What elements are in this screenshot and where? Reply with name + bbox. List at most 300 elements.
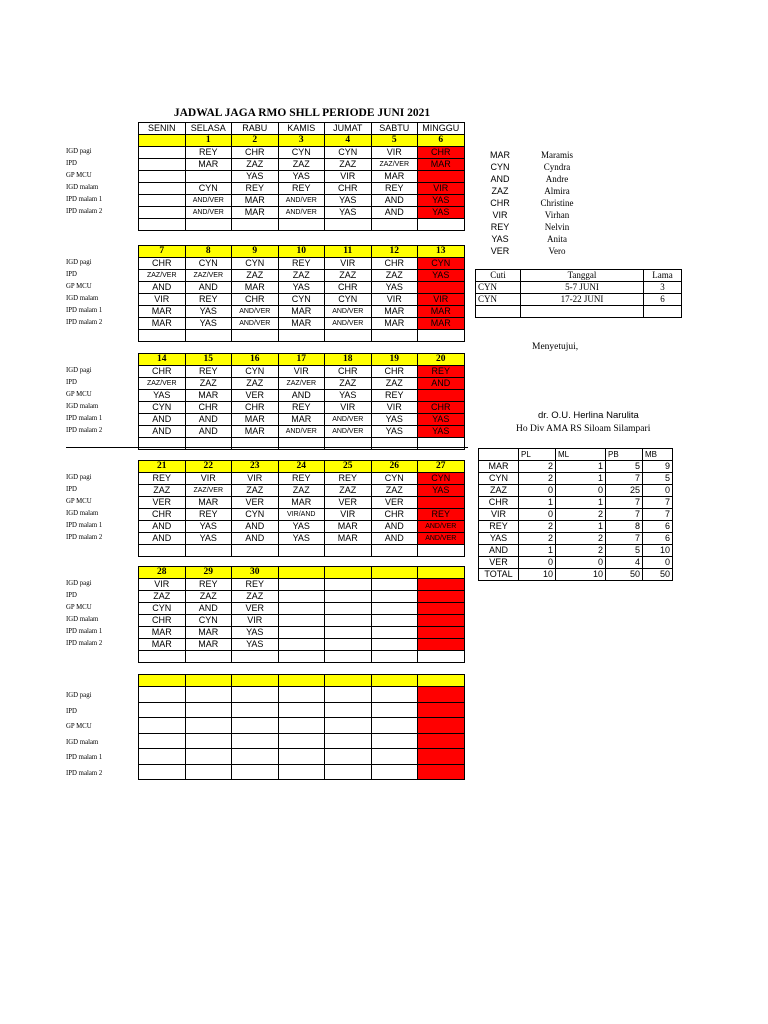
shift-row <box>139 579 465 591</box>
shift-cell: YAS <box>325 390 372 402</box>
stats-value: 0 <box>519 485 556 497</box>
shift-cell: AND <box>185 426 232 438</box>
week-table <box>138 122 465 231</box>
shift-label: IGD malam <box>66 738 99 746</box>
shift-cell: AND <box>418 378 465 390</box>
shift-row <box>139 159 465 171</box>
shift-cell: REY <box>232 183 279 195</box>
blank-cell <box>278 545 325 557</box>
shift-label: IPD malam 2 <box>66 208 103 215</box>
legend-name: Cyndra <box>543 162 571 172</box>
shift-label: IGD pagi <box>66 580 92 587</box>
shift-cell: CHR <box>371 258 418 270</box>
shift-cell <box>371 733 418 749</box>
shift-label: IGD pagi <box>66 367 92 374</box>
shift-cell: VIR <box>232 473 279 485</box>
leave-table <box>475 269 682 318</box>
shift-cell: CHR <box>325 282 372 294</box>
shift-label: IPD <box>66 379 77 386</box>
shift-cell: REY <box>418 366 465 378</box>
shift-cell: AND <box>371 207 418 219</box>
shift-cell: VIR <box>371 402 418 414</box>
day-header: MINGGU <box>418 123 465 135</box>
shift-row <box>139 426 465 438</box>
shift-cell: VIR <box>232 615 279 627</box>
shift-cell: YAS <box>418 207 465 219</box>
shift-cell: ZAZ <box>325 270 372 282</box>
shift-cell: CYN <box>185 183 232 195</box>
shift-cell: AND <box>139 521 186 533</box>
shift-cell <box>325 579 372 591</box>
shift-row <box>139 509 465 521</box>
shift-cell <box>232 733 279 749</box>
shift-label: IPD malam 2 <box>66 534 103 541</box>
shift-cell <box>418 591 465 603</box>
shift-cell: AND/VER <box>325 318 372 330</box>
shift-cell: MAR <box>278 497 325 509</box>
legend-item <box>478 185 592 197</box>
blank-cell <box>418 651 465 663</box>
leave-header: Lama <box>644 270 682 282</box>
shift-cell: YAS <box>418 195 465 207</box>
stats-staff-code: VIR <box>479 509 519 521</box>
shift-cell <box>278 687 325 703</box>
date-row <box>139 461 465 473</box>
shift-cell: CHR <box>325 366 372 378</box>
shift-cell: ZAZ <box>278 485 325 497</box>
shift-cell <box>232 749 279 765</box>
shift-cell: ZAZ/VER <box>371 159 418 171</box>
shift-cell <box>371 627 418 639</box>
shift-stats-table <box>478 448 673 581</box>
shift-cell <box>325 702 372 718</box>
legend-item <box>478 197 592 209</box>
shift-label: IPD malam 2 <box>66 769 103 777</box>
shift-row <box>139 306 465 318</box>
shift-cell <box>418 603 465 615</box>
shift-cell: YAS <box>278 282 325 294</box>
date-cell <box>325 675 372 687</box>
shift-row <box>139 718 465 734</box>
shift-label: GP MCU <box>66 283 92 290</box>
stats-staff-code: REY <box>479 521 519 533</box>
shift-cell <box>325 718 372 734</box>
date-cell: 4 <box>325 135 372 147</box>
shift-cell: YAS <box>278 521 325 533</box>
shift-cell <box>278 603 325 615</box>
shift-row <box>139 627 465 639</box>
shift-cell: YAS <box>418 485 465 497</box>
week-table <box>138 245 465 342</box>
stats-value: 2 <box>519 533 556 545</box>
shift-cell: MAR <box>278 414 325 426</box>
shift-cell: MAR <box>371 171 418 183</box>
shift-cell: AND <box>185 414 232 426</box>
stats-header-row <box>479 449 673 461</box>
approval-label: Menyetujui, <box>532 342 579 352</box>
shift-cell: AND/VER <box>418 521 465 533</box>
shift-cell <box>418 615 465 627</box>
leave-header-row <box>476 270 682 282</box>
shift-label: GP MCU <box>66 391 92 398</box>
leave-row <box>476 294 682 306</box>
shift-cell <box>325 603 372 615</box>
blank-cell <box>185 219 232 231</box>
shift-cell <box>325 639 372 651</box>
shift-cell: ZAZ <box>371 485 418 497</box>
stats-staff-code: TOTAL <box>479 569 519 581</box>
shift-cell <box>185 171 232 183</box>
shift-cell: MAR <box>278 306 325 318</box>
stats-value: 8 <box>606 521 643 533</box>
shift-cell: MAR <box>418 318 465 330</box>
shift-cell: VER <box>232 390 279 402</box>
blank-cell <box>325 219 372 231</box>
approver-position: Ho Div AMA RS Siloam Silampari <box>516 424 651 434</box>
shift-cell: YAS <box>371 282 418 294</box>
stats-staff-code: AND <box>479 545 519 557</box>
shift-label: IGD pagi <box>66 474 92 481</box>
date-row <box>139 675 465 687</box>
shift-cell: CYN <box>325 147 372 159</box>
shift-cell <box>325 615 372 627</box>
shift-row <box>139 282 465 294</box>
shift-cell <box>325 627 372 639</box>
shift-cell: CHR <box>139 366 186 378</box>
legend-item <box>478 149 592 161</box>
stats-value: 10 <box>556 569 606 581</box>
legend-item <box>478 209 592 221</box>
shift-cell <box>139 147 186 159</box>
shift-labels <box>66 365 138 437</box>
date-row <box>139 354 465 366</box>
date-cell: 3 <box>278 135 325 147</box>
shift-cell <box>418 687 465 703</box>
shift-cell: REY <box>139 473 186 485</box>
date-cell: 7 <box>139 246 186 258</box>
shift-cell <box>325 687 372 703</box>
shift-cell: ZAZ <box>325 378 372 390</box>
shift-cell: CHR <box>232 402 279 414</box>
week-table <box>138 566 465 663</box>
shift-cell: REY <box>185 579 232 591</box>
date-cell: 8 <box>185 246 232 258</box>
shift-cell: AND/VER <box>232 318 279 330</box>
shift-row <box>139 294 465 306</box>
blank-cell <box>139 651 186 663</box>
shift-label: IPD malam 1 <box>66 628 103 635</box>
shift-cell: YAS <box>325 207 372 219</box>
day-header: KAMIS <box>278 123 325 135</box>
date-cell: 21 <box>139 461 186 473</box>
shift-cell: YAS <box>371 426 418 438</box>
shift-cell: YAS <box>185 533 232 545</box>
legend-item <box>478 161 592 173</box>
shift-cell: YAS <box>185 318 232 330</box>
stats-value: 2 <box>519 461 556 473</box>
shift-cell <box>371 718 418 734</box>
shift-cell <box>232 718 279 734</box>
shift-cell: AND/VER <box>232 306 279 318</box>
stats-header <box>479 449 519 461</box>
shift-cell: REY <box>185 509 232 521</box>
stats-header: PL <box>519 449 556 461</box>
shift-cell: VIR <box>185 473 232 485</box>
date-cell: 13 <box>418 246 465 258</box>
shift-cell <box>278 639 325 651</box>
date-cell: 10 <box>278 246 325 258</box>
shift-cell: MAR <box>185 159 232 171</box>
shift-row <box>139 171 465 183</box>
shift-row <box>139 473 465 485</box>
shift-cell <box>185 733 232 749</box>
shift-cell <box>371 591 418 603</box>
date-row <box>139 246 465 258</box>
shift-label: IGD malam <box>66 403 99 410</box>
shift-label: IGD pagi <box>66 148 92 155</box>
shift-cell: AND <box>232 533 279 545</box>
stats-value: 5 <box>643 473 673 485</box>
legend-name: Vero <box>548 246 566 256</box>
date-cell: 12 <box>371 246 418 258</box>
legend-code: YAS <box>491 234 509 244</box>
shift-cell <box>185 702 232 718</box>
shift-cell <box>278 615 325 627</box>
shift-cell: REY <box>418 509 465 521</box>
shift-row <box>139 591 465 603</box>
stats-staff-code: YAS <box>479 533 519 545</box>
stats-value: 7 <box>606 497 643 509</box>
shift-cell: CYN <box>418 473 465 485</box>
shift-cell: YAS <box>232 639 279 651</box>
date-cell: 16 <box>232 354 279 366</box>
shift-label: IGD malam <box>66 184 99 191</box>
stats-header: MB <box>643 449 673 461</box>
stats-value: 9 <box>643 461 673 473</box>
blank-cell <box>371 651 418 663</box>
shift-label: IPD malam 2 <box>66 427 103 434</box>
shift-cell <box>139 171 186 183</box>
shift-cell: MAR <box>325 533 372 545</box>
staff-legend <box>478 149 592 257</box>
shift-cell <box>232 687 279 703</box>
shift-cell: REY <box>278 183 325 195</box>
shift-label: IPD malam 1 <box>66 196 103 203</box>
shift-cell: ZAZ <box>278 159 325 171</box>
week-table <box>138 353 465 450</box>
shift-cell: VIR <box>139 579 186 591</box>
date-cell: 25 <box>325 461 372 473</box>
stats-header: ML <box>556 449 606 461</box>
shift-cell: YAS <box>139 390 186 402</box>
shift-cell: MAR <box>139 639 186 651</box>
date-cell: 14 <box>139 354 186 366</box>
shift-cell <box>418 390 465 402</box>
shift-cell: VIR <box>371 294 418 306</box>
shift-cell: REY <box>325 473 372 485</box>
shift-cell: ZAZ <box>185 591 232 603</box>
shift-label: IGD malam <box>66 295 99 302</box>
stats-value: 0 <box>556 557 606 569</box>
shift-cell: ZAZ <box>232 270 279 282</box>
shift-cell <box>139 702 186 718</box>
shift-cell: AND/VER <box>185 207 232 219</box>
blank-cell <box>325 330 372 342</box>
shift-label: IGD pagi <box>66 259 92 266</box>
shift-cell: ZAZ <box>185 378 232 390</box>
blank-cell <box>371 219 418 231</box>
shift-row <box>139 195 465 207</box>
blank-row <box>139 219 465 231</box>
shift-cell: CYN <box>139 603 186 615</box>
date-cell <box>418 567 465 579</box>
shift-cell: AND/VER <box>325 414 372 426</box>
shift-cell: ZAZ <box>139 591 186 603</box>
legend-item <box>478 233 592 245</box>
legend-code: VER <box>490 246 510 256</box>
shift-cell: AND/VER <box>278 426 325 438</box>
stats-value: 2 <box>556 545 606 557</box>
shift-cell <box>418 579 465 591</box>
shift-cell <box>278 764 325 780</box>
date-cell: 29 <box>185 567 232 579</box>
shift-cell <box>325 749 372 765</box>
shift-cell: CHR <box>418 402 465 414</box>
shift-cell <box>418 718 465 734</box>
shift-cell: VER <box>325 497 372 509</box>
shift-cell <box>371 702 418 718</box>
shift-row <box>139 183 465 195</box>
shift-cell <box>371 615 418 627</box>
shift-cell: ZAZ <box>139 485 186 497</box>
stats-value: 0 <box>556 485 606 497</box>
shift-labels <box>66 257 138 329</box>
stats-value: 1 <box>556 521 606 533</box>
shift-cell: AND/VER <box>325 306 372 318</box>
shift-labels <box>66 472 138 544</box>
shift-cell <box>139 207 186 219</box>
shift-cell: ZAZ <box>325 485 372 497</box>
shift-cell: AND <box>139 533 186 545</box>
stats-staff-code: CHR <box>479 497 519 509</box>
legend-name: Christine <box>540 198 574 208</box>
shift-cell: AND <box>371 533 418 545</box>
shift-cell: REY <box>185 366 232 378</box>
blank-cell <box>232 330 279 342</box>
shift-row <box>139 687 465 703</box>
shift-cell: REY <box>185 294 232 306</box>
shift-cell <box>418 639 465 651</box>
shift-cell: YAS <box>418 426 465 438</box>
shift-cell: CHR <box>232 147 279 159</box>
schedule-title: JADWAL JAGA RMO SHLL PERIODE JUNI 2021 <box>173 107 431 119</box>
leave-cell <box>521 306 644 318</box>
shift-cell <box>185 764 232 780</box>
shift-cell <box>278 627 325 639</box>
legend-name: Nelvin <box>544 222 570 232</box>
legend-name: Virhan <box>544 210 570 220</box>
shift-cell <box>418 171 465 183</box>
blank-cell <box>278 330 325 342</box>
blank-cell <box>232 219 279 231</box>
shift-label: IGD malam <box>66 616 99 623</box>
stats-row <box>479 569 673 581</box>
legend-name: Andre <box>545 174 569 184</box>
shift-cell: CYN <box>278 294 325 306</box>
shift-cell: ZAZ/VER <box>185 485 232 497</box>
shift-cell: MAR <box>232 282 279 294</box>
shift-cell: YAS <box>232 171 279 183</box>
shift-cell: MAR <box>139 318 186 330</box>
stats-value: 6 <box>643 521 673 533</box>
shift-cell: MAR <box>371 318 418 330</box>
legend-code: REY <box>490 222 510 232</box>
shift-cell: AND <box>185 282 232 294</box>
shift-cell: YAS <box>278 171 325 183</box>
stats-value: 25 <box>606 485 643 497</box>
stats-staff-code: CYN <box>479 473 519 485</box>
shift-cell <box>185 749 232 765</box>
blank-cell <box>139 545 186 557</box>
shift-row <box>139 615 465 627</box>
shift-row <box>139 702 465 718</box>
legend-item <box>478 173 592 185</box>
shift-cell: MAR <box>185 497 232 509</box>
date-cell: 24 <box>278 461 325 473</box>
shift-label: IPD <box>66 486 77 493</box>
legend-code: CHR <box>490 198 510 208</box>
shift-cell: AND <box>278 390 325 402</box>
stats-value: 1 <box>519 497 556 509</box>
shift-cell <box>185 687 232 703</box>
shift-cell: AND/VER <box>418 533 465 545</box>
shift-cell <box>418 702 465 718</box>
shift-labels <box>66 578 138 650</box>
leave-cell: CYN <box>476 282 521 294</box>
date-cell: 30 <box>232 567 279 579</box>
stats-value: 7 <box>606 533 643 545</box>
date-cell: 6 <box>418 135 465 147</box>
shift-row <box>139 402 465 414</box>
shift-cell <box>139 718 186 734</box>
shift-cell <box>371 603 418 615</box>
shift-cell: REY <box>371 183 418 195</box>
date-cell <box>371 675 418 687</box>
leave-cell <box>476 306 521 318</box>
shift-label: GP MCU <box>66 604 92 611</box>
stats-row <box>479 533 673 545</box>
shift-cell: VIR <box>139 294 186 306</box>
shift-row <box>139 270 465 282</box>
leave-row <box>476 306 682 318</box>
shift-cell: ZAZ <box>232 591 279 603</box>
stats-row <box>479 461 673 473</box>
date-cell: 11 <box>325 246 372 258</box>
date-row <box>139 567 465 579</box>
stats-value: 10 <box>519 569 556 581</box>
shift-label: IPD <box>66 707 77 715</box>
stats-row <box>479 545 673 557</box>
stats-value: 2 <box>556 533 606 545</box>
shift-cell: YAS <box>185 521 232 533</box>
shift-cell: CYN <box>185 258 232 270</box>
blank-cell <box>278 651 325 663</box>
date-cell: 23 <box>232 461 279 473</box>
shift-cell: VER <box>232 497 279 509</box>
shift-cell <box>325 764 372 780</box>
week-table <box>138 674 465 780</box>
shift-cell <box>418 733 465 749</box>
